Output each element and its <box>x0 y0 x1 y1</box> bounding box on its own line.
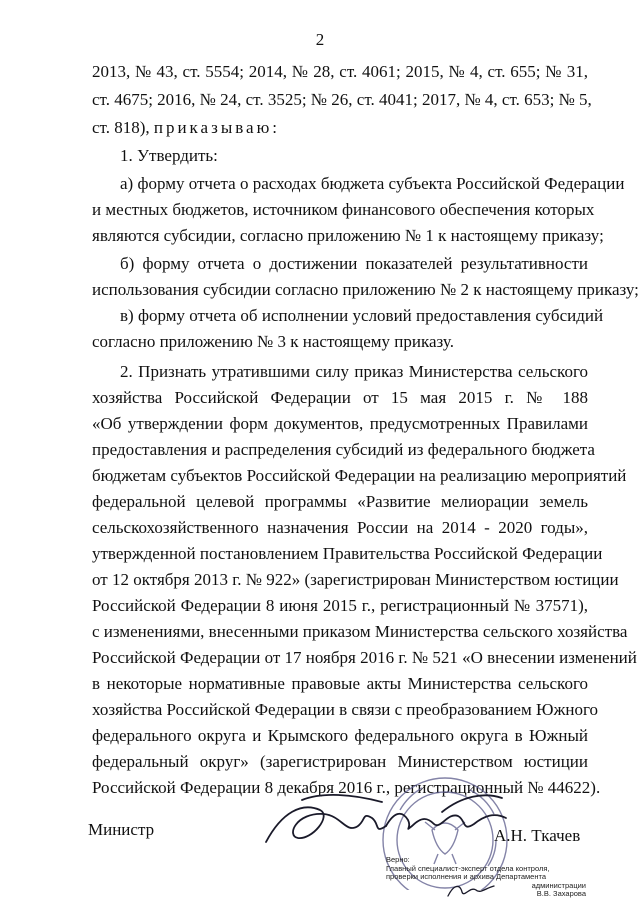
certification-line: администрации <box>531 880 586 890</box>
body-line: являются субсидии, согласно приложению № 1 к настоящему приказу; <box>92 226 604 245</box>
body-line: в) форму отчета об исполнении условий предоставления субсидий <box>120 306 604 325</box>
signature-icon <box>262 782 512 862</box>
body-line: хозяйства Российской Федерации в связи с преобразованием Южного <box>92 700 599 719</box>
body-line: а) форму отчета о расходах бюджета субъекта Российской Федерации <box>120 174 625 193</box>
body-line: с изменениями, внесенными приказом Министерства сельского хозяйства <box>92 622 628 641</box>
certification-verified: Верно: <box>386 855 410 864</box>
list-heading: 1. Утвердить: <box>120 146 218 165</box>
body-line: б) форму отчета о достижении показателей результативности <box>120 254 588 273</box>
body-line: хозяйства Российской Федерации от 15 мая 2015 г. № 188 <box>92 388 588 407</box>
body-line: Российской Федерации 8 декабря 2016 г., регистрационный № 44622). <box>92 778 601 797</box>
body-line: Российской Федерации от 17 ноября 2016 г. № 521 «О внесении изменений <box>92 648 637 667</box>
body-line: в некоторые нормативные правовые акты Министерства сельского <box>92 674 588 693</box>
body-line: 2013, № 43, ст. 5554; 2014, № 28, ст. 4061; 2015, № 4, ст. 655; № 31, <box>92 62 588 81</box>
body-line: утвержденной постановлением Правительства Российской Федерации <box>92 544 603 563</box>
certification-signature-icon <box>446 880 496 902</box>
body-line: бюджетам субъектов Российской Федерации на реализацию мероприятий <box>92 466 627 485</box>
body-line: использования субсидии согласно приложению № 2 к настоящему приказу; <box>92 280 639 299</box>
page-number: 2 <box>315 30 325 49</box>
body-line: федеральной целевой программы «Развитие мелиорации земель <box>92 492 588 511</box>
body-line: от 12 октября 2013 г. № 922» (зарегистрирован Министерством юстиции <box>92 570 619 589</box>
body-line: предоставления и распределения субсидий из федерального бюджета <box>92 440 595 459</box>
certification-name: В.В. Захарова <box>536 889 586 898</box>
body-line <box>92 118 588 140</box>
body-line: сельскохозяйственного назначения России на 2014 - 2020 годы», <box>92 518 588 537</box>
signatory-name: А.Н. Ткачев <box>494 826 581 845</box>
order-word: приказываю: <box>153 118 281 137</box>
body-line: федерального округа и Крымского федерального округа в Южный <box>92 726 588 745</box>
body-line: согласно приложению № 3 к настоящему приказу. <box>92 332 454 351</box>
body-line: 2. Признать утратившими силу приказ Министерства сельского <box>120 362 588 381</box>
body-text: ст. 818), <box>92 118 154 137</box>
body-line: и местных бюджетов, источником финансового обеспечения которых <box>92 200 595 219</box>
body-line: федеральный округ» (зарегистрирован Министерством юстиции <box>92 752 588 771</box>
body-line: «Об утверждении форм документов, предусмотренных Правилами <box>92 414 588 433</box>
certification-line: Главный специалист-эксперт отдела контроля, <box>386 863 550 873</box>
signatory-position: Министр <box>88 820 155 839</box>
body-line: Российской Федерации 8 июня 2015 г., регистрационный № 37571), <box>92 596 588 615</box>
body-line: ст. 4675; 2016, № 24, ст. 3525; № 26, ст. 4041; 2017, № 4, ст. 653; № 5, <box>92 90 592 109</box>
certification-line: проверки исполнения и архива Департамента <box>386 872 547 881</box>
